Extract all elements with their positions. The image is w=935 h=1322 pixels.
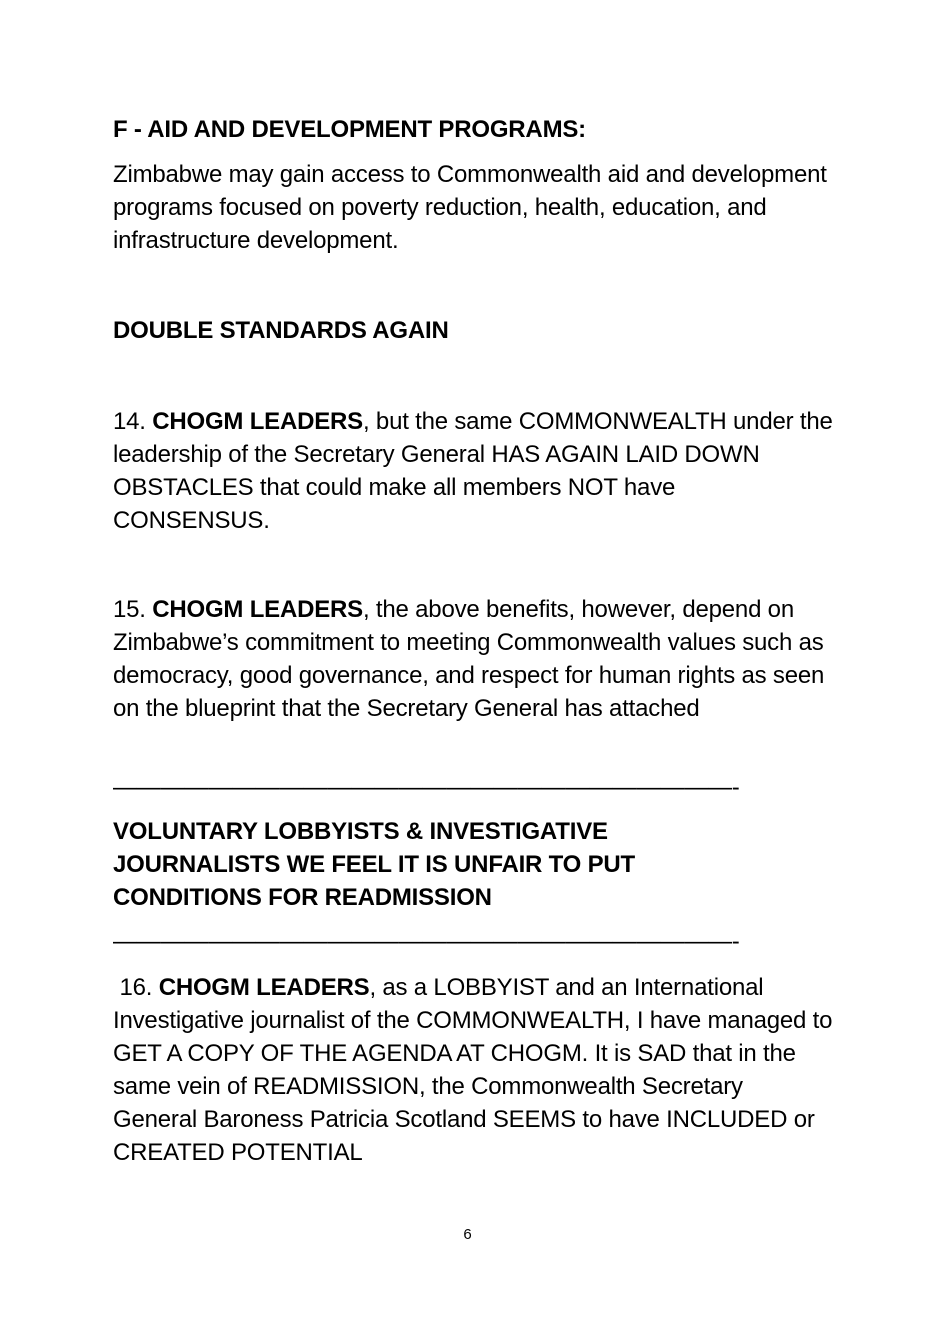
paragraph-lead: CHOGM LEADERS [152,408,363,435]
paragraph-text: , as a LOBBYIST and an International Investigative journalist of the COMMONWEALTH, I have managed to GET A COPY OF THE AGENDA AT CHOGM. It is SAD that in the same vein of READMISSION, the Commonwealth Secretary General Baroness Patricia Scotland SEEMS to have INCLUDED or CREATED POTENTIAL [113,974,839,1166]
paragraph-number: 16. [113,974,159,1001]
paragraph-16 [113,971,839,1169]
page-number: 6 [463,1226,472,1243]
paragraph-15 [113,593,833,725]
section-heading-voluntary-lobbyists: VOLUNTARY LOBBYISTS & INVESTIGATIVE JOURNALISTS WE FEEL IT IS UNFAIR TO PUT CONDITIONS FOR READMISSION [113,818,636,911]
divider-line-bottom: ——————————————————————————- [113,928,740,955]
paragraph-text: , the above benefits, however, depend on Zimbabwe’s commitment to meeting Commonwealth values such as democracy, good governance, and respect for human rights as seen on the blueprint that the Secretary General has attached [113,596,825,722]
section-heading-double-standards: DOUBLE STANDARDS AGAIN [113,317,449,344]
paragraph-text: , but the same COMMONWEALTH under the leadership of the Secretary General HAS AGAIN LAID DOWN OBSTACLES that could make all members NOT have CONSENSUS. [113,408,833,534]
paragraph-number: 14. [113,408,153,435]
paragraph-number: 15. [113,596,153,623]
paragraph-14 [113,405,833,537]
divider-line-top: ——————————————————————————- [113,774,740,801]
paragraph-aid-development: Zimbabwe may gain access to Commonwealth aid and development programs focused on poverty reduction, health, education, and infrastructure development. [113,161,827,254]
section-heading-aid-development: F - AID AND DEVELOPMENT PROGRAMS: [113,116,586,143]
paragraph-lead: CHOGM LEADERS [158,974,370,1001]
paragraph-lead: CHOGM LEADERS [152,596,363,623]
